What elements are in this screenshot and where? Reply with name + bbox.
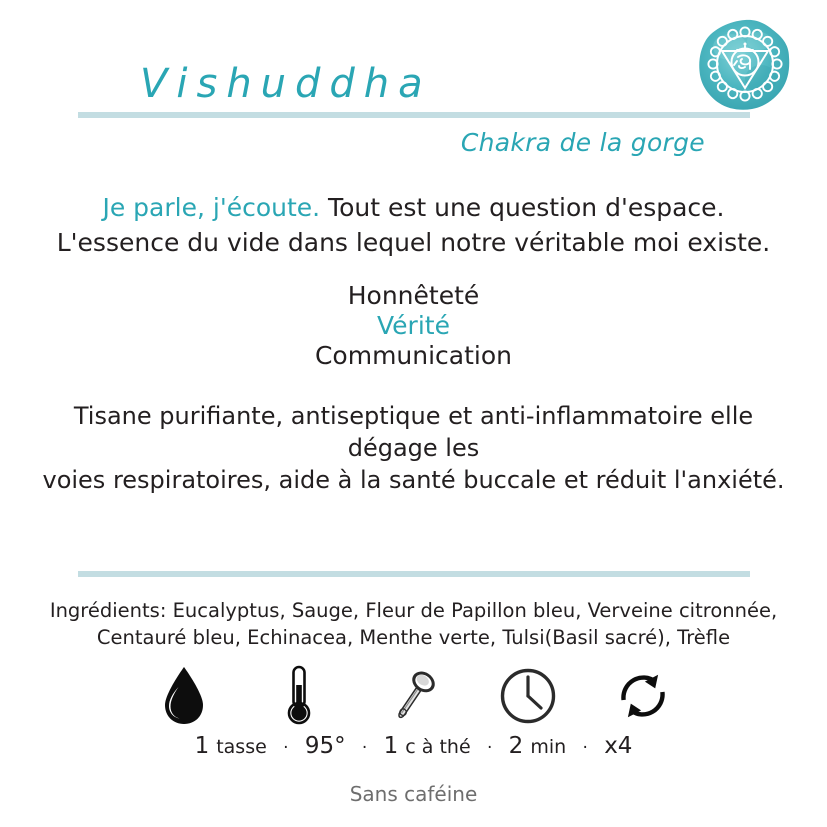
page-title: Vishuddha — [140, 61, 432, 107]
keyword-item: Vérité — [377, 311, 450, 340]
brew-step-temperature-value: 95° — [304, 733, 346, 759]
brew-step-amount-value: 1 — [383, 733, 399, 759]
thermometer-icon — [265, 662, 333, 730]
ingredients-line-1: Ingrédients: Eucalyptus, Sauge, Fleur de Papillon bleu, Verveine citronnée, — [49, 599, 778, 622]
refresh-steeps-icon — [609, 662, 677, 730]
brew-separator: · — [283, 738, 289, 758]
ingredients-list — [48, 597, 779, 651]
brew-step-infusions-value: x4 — [604, 733, 633, 759]
water-drop-icon — [150, 662, 218, 730]
brewing-instructions — [0, 733, 827, 759]
mantra-line-2: L'essence du vide dans lequel notre véritable moi existe. — [56, 228, 771, 257]
brew-step-water — [195, 733, 267, 759]
mantra-accent-phrase: Je parle, j'écoute. — [102, 193, 321, 222]
mantra-block — [0, 190, 827, 260]
keyword-item: Honnêteté — [347, 281, 480, 310]
brew-separator: · — [361, 738, 368, 758]
brew-step-amount — [384, 733, 471, 759]
ingredients-line-2: Centauré bleu, Echinacea, Menthe verte, Tulsi(Basil sacré), Trèfle — [96, 626, 731, 649]
brew-step-temperature — [305, 733, 346, 759]
keyword-item: Communication — [314, 341, 513, 370]
brewing-icon-row — [150, 662, 677, 730]
brew-separator: · — [582, 738, 588, 758]
clock-icon — [494, 662, 562, 730]
benefits-line-1: Tisane purifiante, antiseptique et anti-inflammatoire elle dégage les — [73, 402, 754, 462]
brew-step-time — [509, 733, 566, 759]
brew-step-time-unit: min — [530, 736, 567, 758]
divider-bottom — [78, 571, 750, 577]
teaspoon-icon — [380, 662, 448, 730]
brew-step-water-unit: tasse — [216, 736, 267, 758]
brew-step-infusions — [604, 733, 632, 759]
caffeine-note: Sans caféine — [349, 782, 478, 806]
divider-top — [78, 112, 750, 118]
brew-step-amount-unit: c à thé — [405, 736, 471, 758]
benefits-paragraph — [40, 400, 787, 496]
keyword-list — [0, 281, 827, 371]
benefits-line-2: voies respiratoires, aide à la santé buccale et réduit l'anxiété. — [42, 466, 785, 494]
mantra-line-1-rest: Tout est une question d'espace. — [320, 193, 725, 222]
brew-step-time-value: 2 — [508, 733, 524, 759]
title-row — [78, 58, 750, 116]
brew-separator: · — [486, 738, 493, 758]
page-subtitle: Chakra de la gorge — [460, 128, 705, 157]
brew-step-water-value: 1 — [194, 733, 210, 759]
mantra-line-1 — [0, 190, 827, 225]
